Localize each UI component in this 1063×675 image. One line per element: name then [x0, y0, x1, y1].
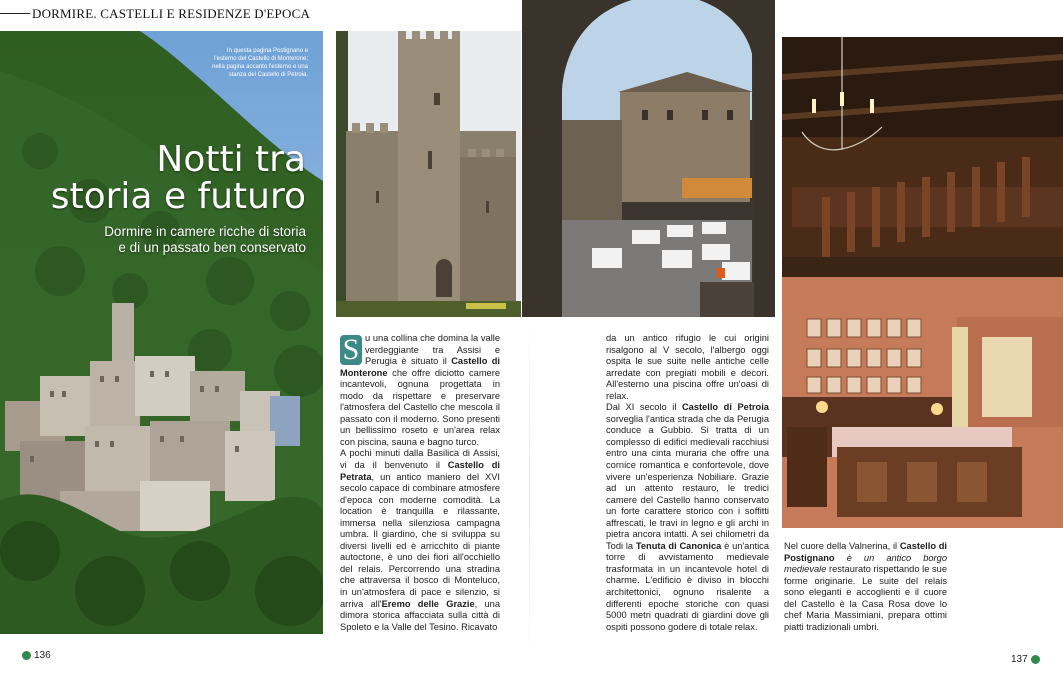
- page-number-left-label: 136: [34, 650, 51, 661]
- article-subtitle: [60, 224, 306, 256]
- article-column-3: [784, 541, 947, 633]
- subtitle-line-2: e di un passato ben conservato: [118, 240, 306, 255]
- postignano-village-photo: [0, 31, 323, 634]
- paragraph-petrata: A pochi minuti dalla Basilica di Assisi, vi da il benvenuto il Castello di Petrata, un antico maniero del XVI secolo capace di combinare atmosfere d'epoca con moderne comodità. La location è tranquilla e rilassante, immersa nella silenziosa campagna umbra. Il giardino, che si sviluppa su diversi livelli ed è arricchito di piante autoctone, è uno dei fiori all'occhiello del relais. Percorrendo una stradina che attraversa il bosco di Monteluco, in un'atmosfera di pace e silenzio, si arriva all'Eremo delle Grazie, una dimora storica affacciata sulla città di Spoleto e la Valle del Tesino. Ricavato: [340, 448, 500, 632]
- page-gutter: [529, 317, 530, 667]
- paragraph-petroia: Dal XI secolo il Castello di Petroia sorveglia l'antica strada che da Perugia conduce a Gubbio. Si tratta di un complesso di edifici medievali racchiusi entro una cinta muraria che offre una cornice romantica e confortevole, dove vivere un'esperienza Nobiliare. Grazie ad un attento restauro, le tredici camere del Castello hanno conservato un forte carattere storico con i soffitti affrescati, le travi in legno e gli archi in pietra ancora intatti. A sei chilometri da Todi la Tenuta di Canonica è un'antica torre di avvistamento medievale trasformata in un incantevole hotel di charme. L'edificio è diviso in blocchi architettonici, ognuno risalente a differenti epoche storiche con quasi 5000 metri quadrati di giardini dove gli ospiti possono godere di totale relax.: [606, 402, 769, 632]
- paragraph-eremo-continued: da un antico rifugio le cui origini risalgono al V secolo, l'albergo oggi ospita le sue suite nelle antiche celle arredate con pregiati mobili e decori. All'esterno una piscina offre un'oasi di relax.: [606, 333, 769, 401]
- monterone-tower-photo: [336, 31, 521, 317]
- page-dot-icon: [22, 651, 31, 660]
- petroia-courtyard-photo: [522, 0, 775, 317]
- page-number-right: [1011, 654, 1040, 665]
- highlight-castello-petrata: Castello di Petrata: [340, 460, 500, 482]
- highlight-castello-postignano: Castello di Postignano: [784, 541, 947, 563]
- article-column-2: [606, 333, 769, 633]
- page-number-left: [22, 650, 51, 661]
- highlight-eremo-grazie: Eremo delle Grazie: [381, 598, 475, 609]
- petroia-bedroom-photo: [782, 37, 1063, 528]
- title-line-2: storia e futuro: [50, 176, 306, 217]
- page-dot-icon: [1031, 655, 1040, 664]
- subtitle-line-1: Dormire in camere ricche di storia: [104, 224, 306, 239]
- header-rule: [0, 13, 30, 14]
- paragraph-monterone: u una collina che domina la valle verdeggiante tra Assisi e Perugia è situato il Castello di Monterone che offre diciotto camere incantevoli, ognuna progettata in modo da rispettare e preservare l'atmosfera del Castello che mescola il passato con il moderno. Sono presenti un bellissimo roseto e un'area relax con piscina, sauna e bagno turco.: [340, 333, 500, 447]
- highlight-castello-monterone: Castello di Monterone: [340, 356, 500, 378]
- highlight-tenuta-canonica: Tenuta di Canonica: [635, 540, 722, 551]
- highlight-castello-petroia: Castello di Petroia: [681, 402, 769, 413]
- article-column-1: [340, 333, 500, 633]
- section-header: DORMIRE. CASTELLI E RESIDENZE D'EPOCA: [32, 6, 311, 21]
- paragraph-postignano: Nel cuore della Valnerina, il Castello di Postignano è un antico borgo medievale restaurato rispettando le sue forme originarie. Le suite del relais sono eleganti e accoglienti e il cuore del Castello è la Casa Rosa dove lo chef Maria Massimiani, prepara ottimi piatti tradizionali umbri.: [784, 541, 947, 632]
- title-line-1: Notti tra: [156, 139, 306, 180]
- page-number-right-label: 137: [1011, 654, 1028, 665]
- article-title: [40, 141, 306, 215]
- drop-cap: S: [340, 335, 362, 365]
- photo-caption: In questa pagina Postignano e l'esterno del Castello di Monterone; nella pagina accanto l'esterno e una stanza del Castello di Petroia.: [212, 48, 308, 78]
